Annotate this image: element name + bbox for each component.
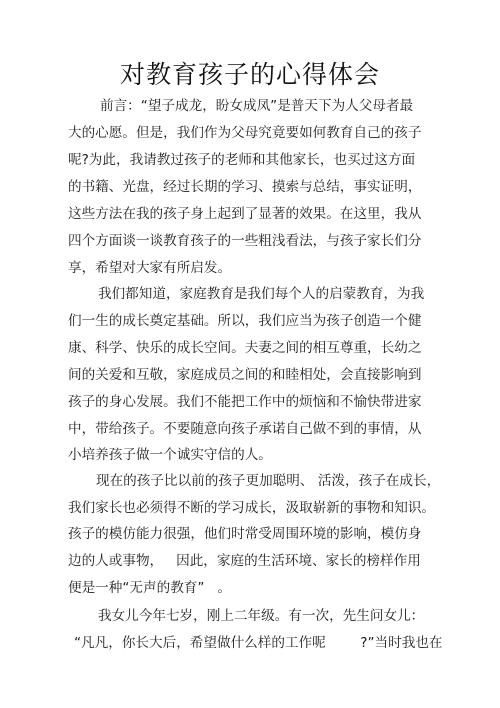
text-line: 现在的孩子比以前的孩子更加聪明、 活泼，孩子在成长， (96, 473, 441, 489)
text-line: 孩子的模仿能力很强，他们时常受周围环境的影响，模仿身 (68, 526, 422, 542)
text-line: 小培养孩子做一个诚实守信的人。 (68, 447, 272, 463)
text-line: 四个方面谈一谈教育孩子的一些粗浅看法，与孩子家长们分 (68, 233, 422, 249)
text-line: 我们都知道，家庭教育是我们每个人的启蒙教育，为我 (98, 286, 425, 302)
text-line: 享，希望对大家有所启发。 (68, 260, 232, 276)
text-line: “凡凡，你长大后，希望做什么样的工作呢 ?”当时我也在 (74, 635, 443, 651)
text-line: 的书籍、光盘，经过长期的学习、摸索与总结，事实证明， (68, 179, 422, 195)
text-line: 这些方法在我的孩子身上起到了显著的效果。在这里，我从 (68, 206, 422, 222)
page-title: 对教育孩子的心得体会 (119, 60, 380, 89)
text-line: 间的关爱和互敬，家庭成员之间的和睦相处，会直接影响到 (68, 367, 422, 383)
text-line: 边的人或事物， 因此，家庭的生活环境、家长的榜样作用 (68, 553, 421, 569)
text-line: 我女儿今年七岁，刚上二年级。有一次，先生问女儿： (98, 608, 425, 624)
text-line: 我们家长也必须得不断的学习成长，汲取崭新的事物和知识。 (68, 500, 436, 516)
text-line: 大的心愿。但是，我们作为父母究竟要如何教育自己的孩子 (68, 125, 422, 141)
text-line: 便是一种“无声的教育” 。 (68, 580, 231, 596)
text-line: 前言：“望子成龙，盼女成凤”是普天下为人父母者最 (100, 98, 414, 114)
text-line: 中，带给孩子。不要随意向孩子承诺自己做不到的事情，从 (68, 421, 422, 437)
text-line: 孩子的身心发展。我们不能把工作中的烦恼和不愉快带进家 (68, 394, 422, 410)
text-line: 康、科学、快乐的成长空间。夫妻之间的相互尊重，长幼之 (68, 340, 422, 356)
text-line: 呢?为此，我请教过孩子的老师和其他家长，也买过这方面 (68, 152, 416, 168)
text-line: 们一生的成长奠定基础。所以，我们应当为孩子创造一个健 (68, 313, 422, 329)
